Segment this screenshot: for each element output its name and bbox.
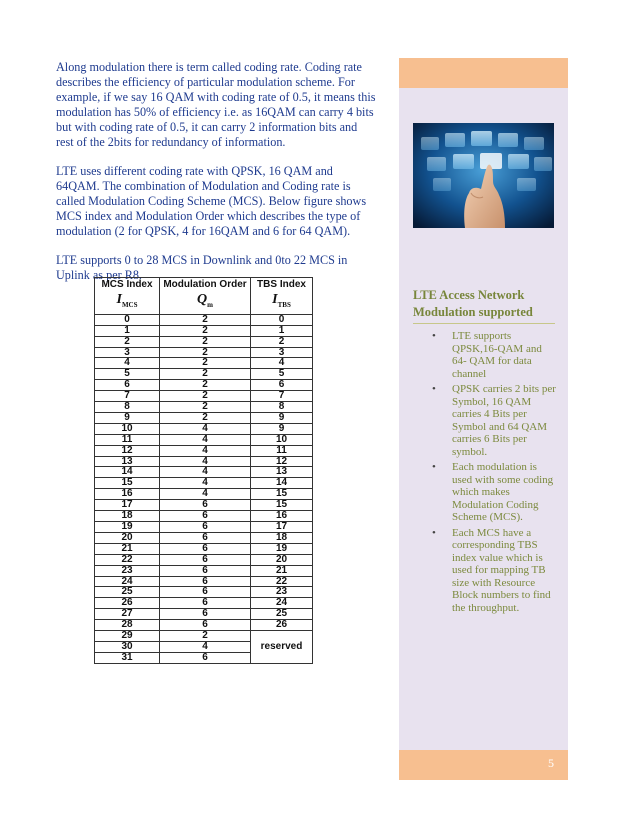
table-row bbox=[95, 347, 313, 358]
table-row bbox=[95, 380, 313, 391]
modulation-order-cell: 4 bbox=[160, 467, 251, 478]
mcs-index-cell: 18 bbox=[95, 511, 160, 522]
modulation-order-cell: 2 bbox=[160, 412, 251, 423]
table-row bbox=[95, 369, 313, 380]
table-row bbox=[95, 554, 313, 565]
touch-screen-illustration bbox=[413, 123, 554, 228]
tbs-index-cell: 12 bbox=[251, 456, 313, 467]
tbs-index-cell: 15 bbox=[251, 489, 313, 500]
tbs-index-cell: 21 bbox=[251, 565, 313, 576]
table-row bbox=[95, 543, 313, 554]
table-row bbox=[95, 456, 313, 467]
table-row bbox=[95, 478, 313, 489]
modulation-order-cell: 2 bbox=[160, 402, 251, 413]
bullet-icon: • bbox=[432, 526, 436, 539]
mcs-index-cell: 7 bbox=[95, 391, 160, 402]
table-row bbox=[95, 598, 313, 609]
table-row bbox=[95, 511, 313, 522]
mcs-index-cell: 3 bbox=[95, 347, 160, 358]
body-text bbox=[56, 60, 376, 297]
sidebar-top-band bbox=[399, 58, 568, 88]
modulation-order-cell: 6 bbox=[160, 543, 251, 554]
mcs-index-cell: 20 bbox=[95, 532, 160, 543]
tbs-index-cell: 4 bbox=[251, 358, 313, 369]
tbs-index-cell: 25 bbox=[251, 609, 313, 620]
table-symbol-row bbox=[95, 291, 313, 314]
table-body bbox=[95, 314, 313, 663]
header-modulation-order: Modulation Order bbox=[160, 278, 251, 292]
modulation-order-cell: 2 bbox=[160, 314, 251, 325]
modulation-order-cell: 4 bbox=[160, 641, 251, 652]
mcs-index-cell: 28 bbox=[95, 620, 160, 631]
mcs-index-cell: 21 bbox=[95, 543, 160, 554]
tbs-index-cell: 9 bbox=[251, 412, 313, 423]
mcs-index-cell: 25 bbox=[95, 587, 160, 598]
mcs-index-cell: 16 bbox=[95, 489, 160, 500]
table-row bbox=[95, 522, 313, 533]
table-row bbox=[95, 445, 313, 456]
mcs-index-cell: 15 bbox=[95, 478, 160, 489]
mcs-index-cell: 2 bbox=[95, 336, 160, 347]
table-row bbox=[95, 391, 313, 402]
symbol-mcs: $I_{MCS}$ bbox=[95, 291, 160, 314]
mcs-index-cell: 9 bbox=[95, 412, 160, 423]
mcs-index-cell: 4 bbox=[95, 358, 160, 369]
sidebar-heading: LTE Access Network Modulation supported bbox=[413, 287, 555, 324]
sidebar-bullet-list bbox=[432, 330, 556, 617]
modulation-order-cell: 4 bbox=[160, 478, 251, 489]
modulation-order-cell: 4 bbox=[160, 456, 251, 467]
paragraph-coding-rate: Along modulation there is term called coding rate. Coding rate describes the efficiency of particular modulation scheme. For example, if we say 16 QAM with coding rate of 0.5, it means this modulation has 50% of efficiency i.e. as 16QAM can carry 4 bits but with coding rate of 0.5, it can carry 2 information bits and rest of the 2bits for redundancy of information. bbox=[56, 60, 376, 149]
modulation-order-cell: 6 bbox=[160, 511, 251, 522]
tbs-index-cell: 9 bbox=[251, 423, 313, 434]
table-row bbox=[95, 412, 313, 423]
mcs-index-cell: 31 bbox=[95, 652, 160, 663]
tbs-index-cell: 10 bbox=[251, 434, 313, 445]
modulation-order-cell: 2 bbox=[160, 358, 251, 369]
header-tbs-index: TBS Index bbox=[251, 278, 313, 292]
modulation-order-cell: 4 bbox=[160, 423, 251, 434]
mcs-index-cell: 11 bbox=[95, 434, 160, 445]
table-row bbox=[95, 565, 313, 576]
tbs-index-cell: 1 bbox=[251, 325, 313, 336]
table-row bbox=[95, 620, 313, 631]
table-row bbox=[95, 325, 313, 336]
bullet-icon: • bbox=[432, 330, 436, 342]
tbs-index-cell: 13 bbox=[251, 467, 313, 478]
paragraph-mcs: LTE uses different coding rate with QPSK, 16 QAM and 64QAM. The combination of Modulation and Coding rate is called Modulation Coding Scheme (MCS). Below figure shows MCS index and Modulation Order which describes the type of modulation (2 for QPSK, 4 for 16QAM and 6 for 64 QAM). bbox=[56, 164, 367, 238]
modulation-order-cell: 2 bbox=[160, 336, 251, 347]
tbs-index-cell: 7 bbox=[251, 391, 313, 402]
tbs-index-cell: 16 bbox=[251, 511, 313, 522]
symbol-tbs: $I_{TBS}$ bbox=[251, 291, 313, 314]
header-mcs-index: MCS Index bbox=[95, 278, 160, 292]
modulation-order-cell: 6 bbox=[160, 587, 251, 598]
mcs-index-cell: 12 bbox=[95, 445, 160, 456]
modulation-order-cell: 6 bbox=[160, 532, 251, 543]
modulation-order-cell: 6 bbox=[160, 522, 251, 533]
mcs-index-cell: 14 bbox=[95, 467, 160, 478]
table-row bbox=[95, 609, 313, 620]
modulation-order-cell: 2 bbox=[160, 369, 251, 380]
sidebar-bottom-band bbox=[399, 750, 568, 780]
table-row bbox=[95, 358, 313, 369]
paragraph-mcs-range: LTE supports 0 to 28 MCS in Downlink and 0to 22 MCS in Uplink as per R8. bbox=[56, 253, 348, 282]
tbs-index-cell: 6 bbox=[251, 380, 313, 391]
tbs-index-cell: 14 bbox=[251, 478, 313, 489]
mcs-index-cell: 5 bbox=[95, 369, 160, 380]
modulation-order-cell: 6 bbox=[160, 609, 251, 620]
mcs-index-cell: 30 bbox=[95, 641, 160, 652]
mcs-index-cell: 1 bbox=[95, 325, 160, 336]
list-item: • Each modulation is used with some coding which makes Modulation Coding Scheme (MCS). bbox=[432, 461, 554, 523]
modulation-order-cell: 4 bbox=[160, 434, 251, 445]
modulation-order-cell: 4 bbox=[160, 489, 251, 500]
tbs-index-cell: 20 bbox=[251, 554, 313, 565]
tbs-index-cell: 24 bbox=[251, 598, 313, 609]
mcs-index-cell: 22 bbox=[95, 554, 160, 565]
modulation-order-cell: 6 bbox=[160, 500, 251, 511]
mcs-index-cell: 26 bbox=[95, 598, 160, 609]
modulation-order-cell: 6 bbox=[160, 598, 251, 609]
tbs-index-cell: 11 bbox=[251, 445, 313, 456]
table-header-row bbox=[95, 278, 313, 292]
hand-touch-screen-image bbox=[413, 123, 554, 228]
tbs-index-cell: 18 bbox=[251, 532, 313, 543]
mcs-index-cell: 10 bbox=[95, 423, 160, 434]
list-item: • Each MCS have a corresponding TBS index value which is used for mapping TB size with Resource Block numbers to find the throughput. bbox=[432, 526, 551, 614]
table-row bbox=[95, 489, 313, 500]
tbs-index-cell: 26 bbox=[251, 620, 313, 631]
tbs-index-cell: 5 bbox=[251, 369, 313, 380]
modulation-order-cell: 2 bbox=[160, 325, 251, 336]
mcs-index-cell: 27 bbox=[95, 609, 160, 620]
table-row bbox=[95, 402, 313, 413]
mcs-index-cell: 13 bbox=[95, 456, 160, 467]
tbs-index-cell: 17 bbox=[251, 522, 313, 533]
tbs-index-cell: 2 bbox=[251, 336, 313, 347]
table-row bbox=[95, 423, 313, 434]
modulation-order-cell: 2 bbox=[160, 380, 251, 391]
bullet-icon: • bbox=[432, 461, 436, 473]
table-row bbox=[95, 434, 313, 445]
modulation-order-cell: 2 bbox=[160, 631, 251, 642]
mcs-index-cell: 23 bbox=[95, 565, 160, 576]
mcs-table bbox=[94, 277, 313, 664]
list-item: • LTE supports QPSK,16-QAM and 64- QAM for data channel bbox=[432, 330, 542, 380]
tbs-index-cell: 8 bbox=[251, 402, 313, 413]
modulation-order-cell: 2 bbox=[160, 391, 251, 402]
tbs-index-cell: 19 bbox=[251, 543, 313, 554]
tbs-index-cell: 22 bbox=[251, 576, 313, 587]
tbs-index-cell: 0 bbox=[251, 314, 313, 325]
modulation-order-cell: 2 bbox=[160, 347, 251, 358]
table-row bbox=[95, 336, 313, 347]
tbs-index-cell: 15 bbox=[251, 500, 313, 511]
mcs-index-cell: 19 bbox=[95, 522, 160, 533]
mcs-index-cell: 17 bbox=[95, 500, 160, 511]
modulation-order-cell: 6 bbox=[160, 576, 251, 587]
modulation-order-cell: 4 bbox=[160, 445, 251, 456]
table-row bbox=[95, 532, 313, 543]
table-row bbox=[95, 576, 313, 587]
tbs-index-cell: 23 bbox=[251, 587, 313, 598]
page-number: 5 bbox=[548, 756, 554, 770]
mcs-index-cell: 29 bbox=[95, 631, 160, 642]
reserved-cell: reserved bbox=[251, 631, 313, 664]
table-row bbox=[95, 631, 313, 642]
modulation-order-cell: 6 bbox=[160, 620, 251, 631]
modulation-order-cell: 6 bbox=[160, 565, 251, 576]
symbol-qm: $Q_m$ bbox=[160, 291, 251, 314]
bullet-icon: • bbox=[432, 383, 436, 395]
table-row bbox=[95, 314, 313, 325]
mcs-index-cell: 8 bbox=[95, 402, 160, 413]
modulation-order-cell: 6 bbox=[160, 554, 251, 565]
table-row bbox=[95, 500, 313, 511]
mcs-index-cell: 24 bbox=[95, 576, 160, 587]
mcs-index-cell: 0 bbox=[95, 314, 160, 325]
tbs-index-cell: 3 bbox=[251, 347, 313, 358]
table-row bbox=[95, 587, 313, 598]
mcs-index-cell: 6 bbox=[95, 380, 160, 391]
modulation-order-cell: 6 bbox=[160, 652, 251, 663]
table-row bbox=[95, 467, 313, 478]
list-item: • QPSK carries 2 bits per Symbol, 16 QAM carries 4 Bits per Symbol and 64 QAM carries 6 Bits per symbol. bbox=[432, 383, 556, 458]
